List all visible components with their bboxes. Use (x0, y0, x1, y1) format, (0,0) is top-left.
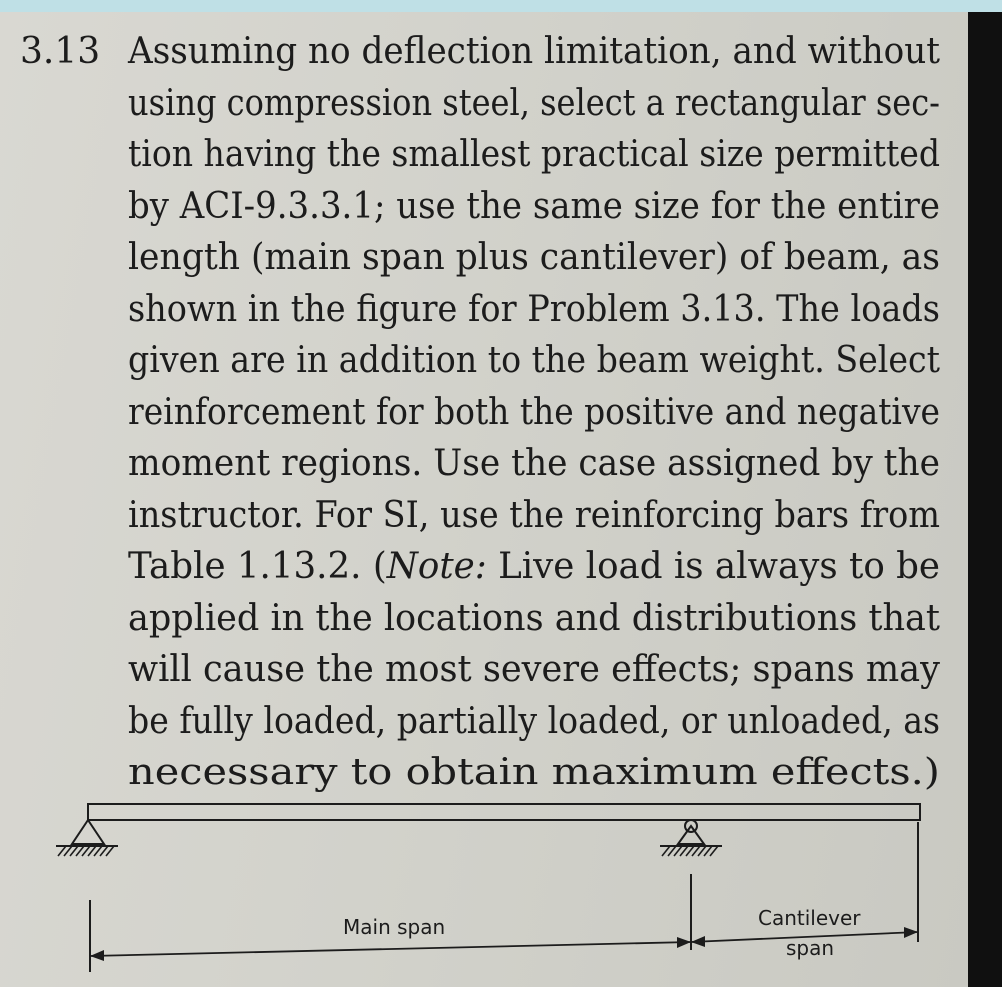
text-line-13: will cause the most severe effects; spans may (128, 649, 940, 690)
roller-support-right (660, 820, 722, 856)
pin-support-left (56, 820, 118, 856)
problem-number: 3.13 (20, 31, 101, 72)
text-line-5: length (main span plus cantilever) of beam, as (128, 237, 940, 278)
text-line-6: shown in the figure for Problem 3.13. The loads (128, 288, 940, 330)
main-span-label: Main span (343, 915, 446, 939)
text-line-4: by ACI-9.3.3.1; use the same size for the entire (128, 185, 940, 227)
text-line-7: given are in addition to the beam weight. Select (128, 340, 940, 381)
main-span-dimension (90, 937, 691, 961)
text-line-15: necessary to obtain maximum effects.) (128, 752, 940, 793)
text-line-14: be fully loaded, partially loaded, or unloaded, as (128, 700, 940, 742)
text-line-9: moment regions. Use the case assigned by the (128, 443, 940, 484)
textbook-page (0, 12, 968, 987)
text-line-11 (128, 541, 940, 593)
cantilever-label-line-2: span (786, 936, 835, 960)
text-line-3: tion having the smallest practical size permitted (128, 134, 940, 175)
text-line-11-start: Table 1.13.2. ( (128, 546, 387, 587)
cantilever-label-line-1: Cantilever (758, 906, 861, 930)
text-line-10: instructor. For SI, use the reinforcing bars from (128, 494, 940, 536)
text-line-2: using compression steel, select a rectangular sec- (128, 82, 940, 124)
top-bar (0, 0, 1002, 12)
beam (88, 804, 920, 820)
text-line-1: Assuming no deflection limitation, and without (128, 31, 940, 72)
text-line-12: applied in the locations and distributions that (128, 597, 940, 639)
text-line-11-end: Live load is always to be (486, 546, 940, 587)
note-label: Note: (386, 546, 487, 587)
text-line-8: reinforcement for both the positive and negative (128, 391, 940, 433)
beam-figure (0, 782, 968, 987)
